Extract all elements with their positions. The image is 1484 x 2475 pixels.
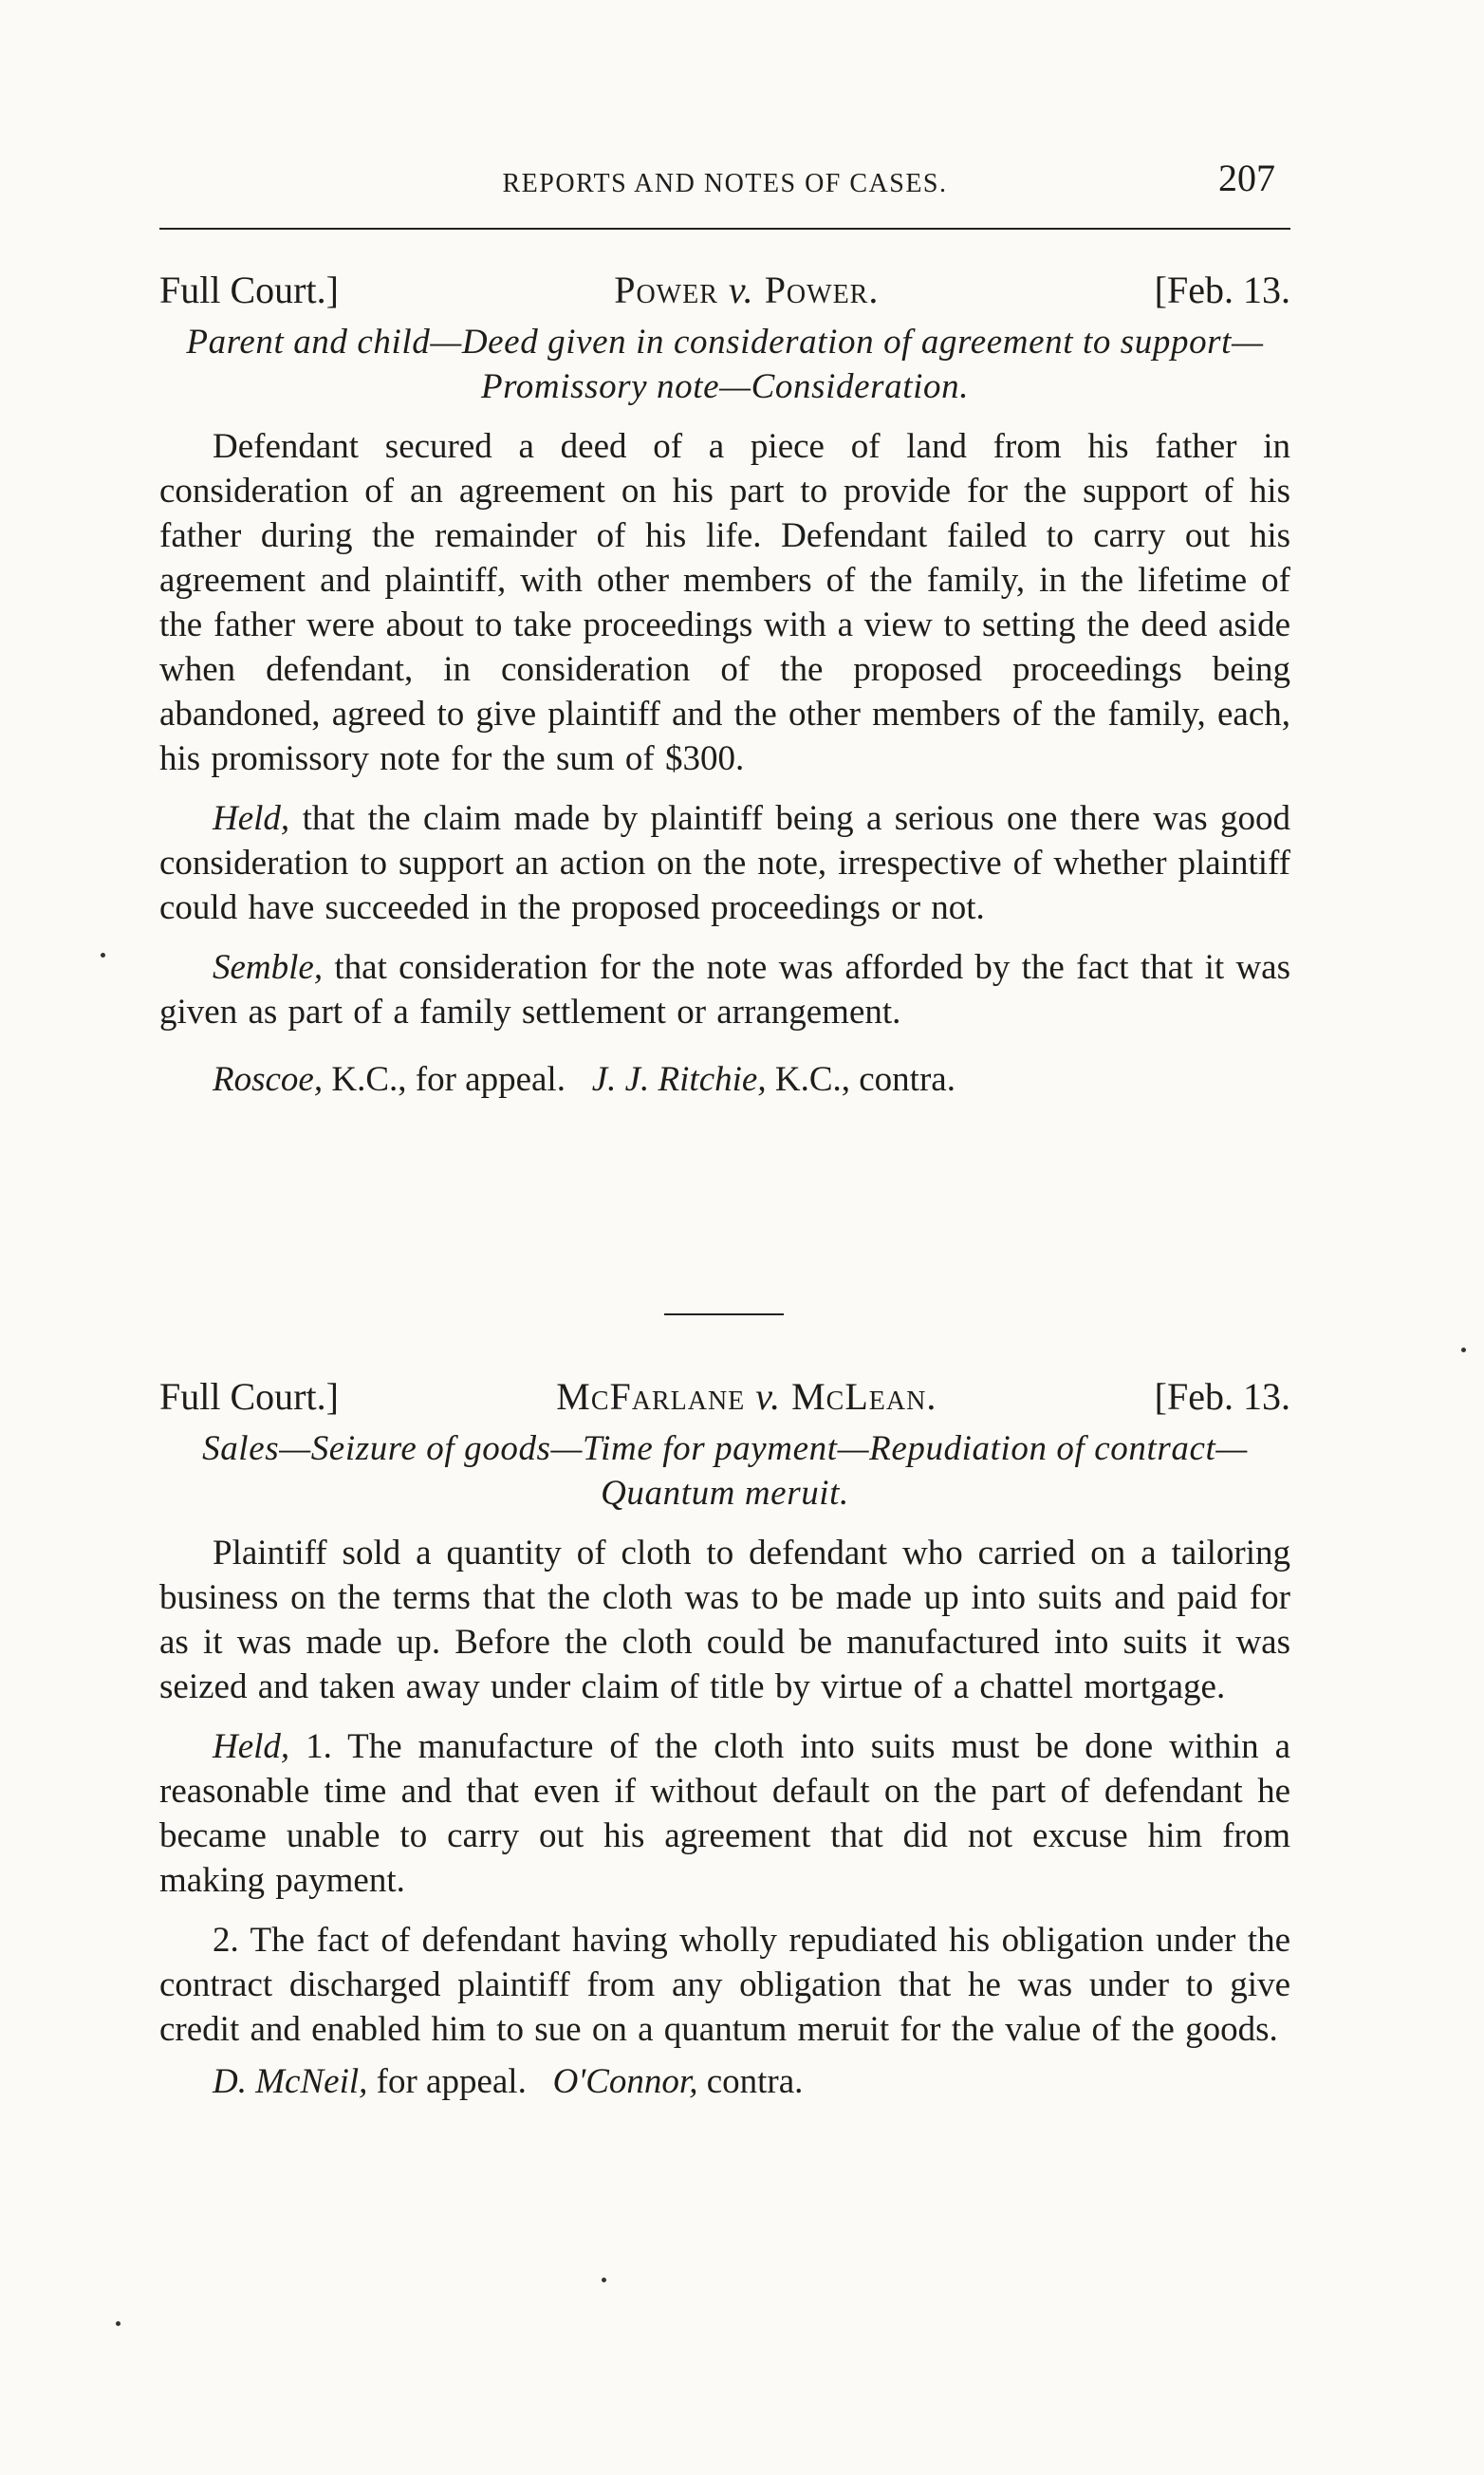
decision-date: [Feb. 13. [1154, 1375, 1290, 1418]
running-title: REPORTS AND NOTES OF CASES. [502, 169, 948, 198]
party-b: McLean. [791, 1375, 937, 1418]
scan-speck [602, 2278, 606, 2282]
court-label: Full Court.] [159, 1375, 339, 1418]
party-a: McFarlane [556, 1375, 746, 1418]
case-heading [159, 1374, 1290, 1419]
held-text: that the claim made by plaintiff being a serious one there was good consideration to support an action on the note, irrespective of whether plaintiff could have succeeded in the proposed proceedings or not. [159, 799, 1290, 927]
versus: v. [728, 269, 754, 311]
held-text: 1. The manufacture of the cloth into suits must be done within a reasonable time and that even if without default on the part of defendant he became unable to carry out his agreement that did not excuse him from making payment. [159, 1727, 1290, 1900]
running-head [159, 157, 1290, 199]
case-mcfarlane-v-mclean [159, 1374, 1290, 2104]
scan-speck [101, 953, 105, 958]
held-label: Held, [213, 1727, 290, 1766]
counsel-line [159, 2059, 1290, 2104]
headnote: Parent and child—Deed given in consideration of agreement to support—Promissory note—Consideration. [186, 323, 1264, 406]
counsel-appeal-role: for appeal. [376, 2062, 527, 2101]
held-paragraph [159, 1724, 1290, 1903]
scan-speck [1461, 1348, 1466, 1352]
counsel-line [159, 1057, 1290, 1102]
counsel-appeal-name: Roscoe, [213, 1060, 324, 1099]
counsel-appeal-role: K.C., for appeal. [331, 1060, 566, 1099]
page-number: 207 [1218, 157, 1275, 199]
case-divider [664, 1313, 784, 1315]
counsel-contra-role: K.C., contra. [774, 1060, 955, 1099]
point-two-paragraph: 2. The fact of defendant having wholly repudiated his obligation under the contract discharged plaintiff from any obligation that he was under to give credit and enabled him to sue on a quantum meruit for the value of the goods. [159, 1921, 1290, 2049]
semble-label: Semble, [213, 948, 324, 987]
counsel-contra-name: J. J. Ritchie, [591, 1060, 767, 1099]
facts-paragraph: Plaintiff sold a quantity of cloth to defendant who carried on a tailoring business on the terms that the cloth was to be made up into suits and paid for as it was made up. Before the cloth could be manufactured into suits it was seized and taken away under claim of title by virtue of a chattel mortgage. [159, 1534, 1290, 1706]
case-title [614, 268, 879, 312]
semble-paragraph [159, 945, 1290, 1034]
court-label: Full Court.] [159, 269, 339, 311]
counsel-contra-name: O'Connor, [552, 2062, 698, 2101]
case-title [556, 1374, 937, 1419]
headnote: Sales—Seizure of goods—Time for payment—Repudiation of contract—Quantum meruit. [202, 1429, 1248, 1513]
semble-text: that consideration for the note was afforded by the fact that it was given as part of a family settlement or arrangement. [159, 948, 1290, 1032]
versus: v. [755, 1375, 782, 1418]
case-power-v-power [159, 268, 1290, 1102]
header-rule [159, 228, 1290, 230]
counsel-appeal-name: D. McNeil, [213, 2062, 368, 2101]
held-paragraph [159, 796, 1290, 930]
facts-paragraph: Defendant secured a deed of a piece of land from his father in consideration of an agreement on his part to provide for the support of his father during the remainder of his life. Defendant failed to carry out his agreement and plaintiff, with other members of the family, in the lifetime of the father were about to take proceedings with a view to setting the deed aside when defendant, in consideration of the proposed proceedings being abandoned, agreed to give plaintiff and the other members of the family, each, his promissory note for the sum of $300. [159, 427, 1290, 778]
decision-date: [Feb. 13. [1154, 269, 1290, 311]
held-label: Held, [213, 799, 290, 838]
party-a: Power [614, 269, 718, 311]
scan-speck [116, 2321, 121, 2326]
counsel-contra-role: contra. [706, 2062, 804, 2101]
case-heading [159, 268, 1290, 312]
party-b: Power. [764, 269, 880, 311]
